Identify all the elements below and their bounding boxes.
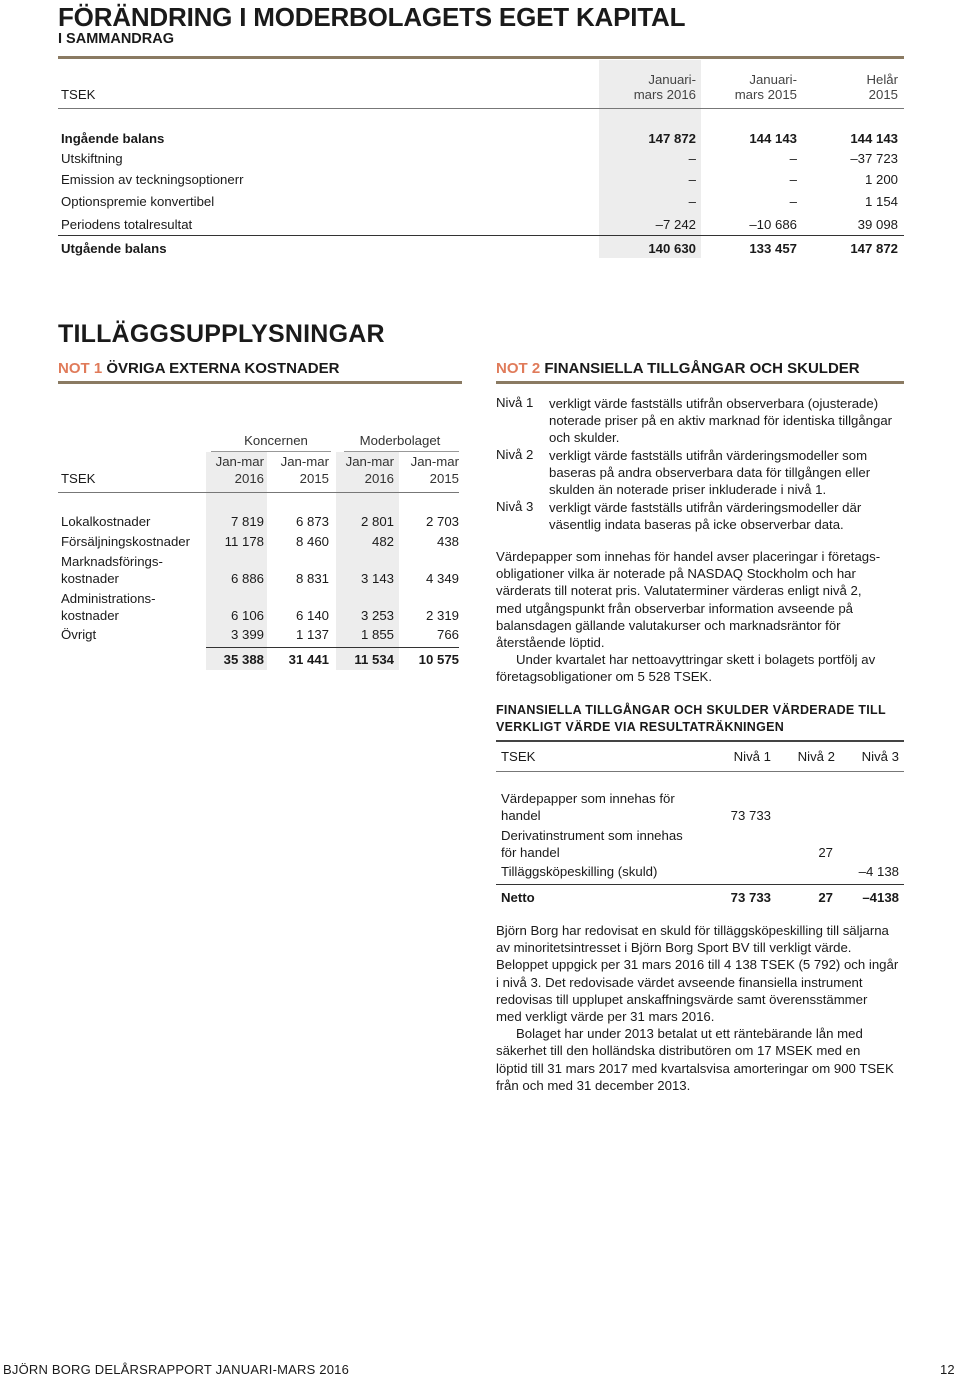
level-description (549, 499, 909, 533)
column-header: Januari- (648, 72, 696, 87)
table-row (61, 212, 904, 232)
cell: – (789, 151, 797, 166)
column-header: Nivå 1 (733, 749, 771, 764)
row-label: kostnader (61, 608, 119, 623)
text-line: verkligt värde fastställs utifrån värderingsmodeller som (549, 448, 868, 463)
text-line: från och med 31 december 2013. (496, 1077, 691, 1093)
text-line: verkligt värde fastställs utifrån värderingsmodeller där (549, 500, 862, 515)
row-label: kostnader (61, 571, 119, 586)
cell: 133 457 (749, 241, 797, 256)
text-line: obligationer vilka är noterade på NASDAQ Stockholm och har (496, 566, 856, 582)
note2-heading (496, 360, 860, 377)
cell: 1 154 (864, 194, 898, 209)
column-header: Helår (866, 72, 898, 87)
column-header: Jan-mar (215, 454, 264, 469)
text-line: i nivå 3. Det redovisade värdet avseende finansiella instrument (496, 974, 863, 990)
row-label: handel (501, 808, 541, 823)
header-rule (496, 771, 904, 772)
row-label: Utskiftning (61, 151, 123, 166)
cell: 482 (371, 534, 394, 549)
text-line: företagsobligationer om 5 528 TSEK. (496, 669, 713, 685)
text-line: Under kvartalet har nettoavyttringar skett i bolagets portfölj av (516, 652, 876, 668)
page-title: FÖRÄNDRING I MODERBOLAGETS EGET KAPITAL (58, 2, 686, 32)
text-line: Björn Borg har redovisat en skuld för tilläggsköpeskilling till säljarna (496, 923, 889, 938)
cell: 6 886 (230, 571, 264, 586)
text-line: med utgångspunkt från observerbar information avseende på (496, 600, 854, 616)
text-line: värderats till noterat pris. Valutaterminer värderas enligt nivå 2, (496, 583, 862, 599)
note-number: NOT 2 (496, 360, 541, 377)
paragraph (496, 922, 916, 1094)
row-label: Försäljningskostnader (61, 534, 191, 549)
cell: 11 178 (224, 534, 264, 549)
unit-label: TSEK (61, 471, 96, 486)
row-label: Periodens totalresultat (61, 217, 193, 232)
total-cell: 27 (818, 890, 833, 905)
level-description (549, 395, 909, 447)
total-cell: –4138 (862, 890, 899, 905)
cell: 6 106 (230, 608, 264, 623)
cell: 1 200 (864, 172, 898, 187)
table-top-rule (58, 56, 904, 59)
cell: 2 703 (425, 514, 459, 529)
cell: 2 319 (425, 608, 459, 623)
table-row (61, 146, 904, 166)
cell: – (688, 194, 696, 209)
level-name: Nivå 2 (496, 447, 534, 462)
text-line: Beloppet uppgick per 31 mars 2016 till 4 138 TSEK (5 792) och ingår (496, 957, 899, 973)
paragraph (496, 548, 911, 686)
cell: 1 855 (360, 627, 394, 642)
cell: 8 831 (295, 571, 329, 586)
cell: 140 630 (648, 241, 696, 256)
table-top-rule (496, 740, 904, 742)
cell: – (789, 194, 797, 209)
group-rule (344, 451, 459, 452)
section-title: TILLÄGGSUPPLYSNINGAR (58, 320, 385, 348)
total-cell: 10 575 (418, 652, 459, 667)
unit-label: TSEK (61, 87, 96, 102)
row-label: Marknadsförings- (61, 554, 163, 569)
cell: 73 733 (730, 808, 771, 823)
cell: 147 872 (648, 131, 696, 146)
cell: 2 801 (360, 514, 394, 529)
text-line: löptid till 31 mars 2017 med kvartalsvisa amorteringar om 900 TSEK (496, 1060, 894, 1076)
note-title: FINANSIELLA TILLGÅNGAR OCH SKULDER (544, 360, 860, 377)
cell: 6 873 (295, 514, 329, 529)
row-label: Emission av teckningsoptionerr (61, 172, 244, 187)
cell: –10 686 (749, 217, 797, 232)
cell: 7 819 (230, 514, 264, 529)
total-row (61, 236, 904, 256)
column-header: Nivå 3 (861, 749, 899, 764)
table-row (61, 189, 904, 209)
footer-text: BJÖRN BORG DELÅRSRAPPORT JANUARI-MARS 2016 (3, 1362, 350, 1377)
column-header: Nivå 2 (797, 749, 835, 764)
cell: 438 (436, 534, 459, 549)
text-line: VERKLIGT VÄRDE VIA RESULTATRÄKNINGEN (496, 720, 785, 734)
cell: – (789, 172, 797, 187)
row-label: Utgående balans (61, 241, 167, 256)
cell: 766 (436, 627, 459, 642)
column-header: 2016 (364, 471, 394, 486)
column-header: 2015 (299, 471, 329, 486)
page-number: 12 (940, 1362, 955, 1377)
total-cell: 73 733 (730, 890, 771, 905)
row-label: Värdepapper som innehas för (501, 791, 675, 806)
group-rule (211, 451, 331, 452)
cell: 6 140 (295, 608, 329, 623)
text-line: återstående löptid. (496, 635, 605, 651)
column-header: Jan-mar (345, 454, 394, 469)
total-cell: 35 388 (223, 652, 264, 667)
row-label: Tilläggsköpeskilling (skuld) (501, 864, 658, 879)
text-line: FINANSIELLA TILLGÅNGAR OCH SKULDER VÄRDERADE TILL (496, 703, 886, 717)
cell: 1 137 (295, 627, 329, 642)
text-line: redovisas till upplupet anskaffningsvärde samt överensstämmer (496, 991, 868, 1007)
header-rule (58, 108, 904, 109)
column-header: 2016 (234, 471, 264, 486)
text-line: Värdepapper som innehas för handel avser placeringar i företags- (496, 549, 881, 564)
text-line: skulden än noterade priser inkluderade i nivå 1. (549, 482, 827, 498)
total-cell: 11 534 (354, 652, 394, 667)
cell: – (688, 172, 696, 187)
level-name: Nivå 3 (496, 499, 534, 514)
cell: 3 143 (360, 571, 394, 586)
row-label: Administrations- (61, 591, 156, 606)
fv-table-title (496, 702, 886, 736)
table-row (61, 167, 904, 187)
cell: –4 138 (858, 864, 899, 879)
text-line: balansdagen gällande valutakurser och marknadsräntor för (496, 617, 841, 633)
text-line: verkligt värde fastställs utifrån observerbara (ojusterade) (549, 396, 879, 411)
level-description (549, 447, 909, 499)
text-line: baseras på andra observerbara data för tillgången eller (549, 465, 871, 481)
row-label: Derivatinstrument som innehas (501, 828, 683, 843)
row-label: Optionspremie konvertibel (61, 194, 215, 209)
column-header: mars 2015 (734, 87, 797, 102)
row-label: Lokalkostnader (61, 514, 151, 529)
note-title: ÖVRIGA EXTERNA KOSTNADER (106, 360, 340, 377)
cell: 8 460 (295, 534, 329, 549)
text-line: väsentlig indata baseras på icke observerbar data. (549, 517, 844, 533)
text-line: av minoritetsintresset i Björn Borg Sport BV till verkligt värde. (496, 940, 852, 956)
equity-table (61, 60, 904, 260)
note1-rule (58, 381, 462, 384)
group-header-koncernen: Koncernen (244, 433, 308, 448)
cell: –37 723 (850, 151, 898, 166)
cell: 147 872 (850, 241, 898, 256)
total-rule (496, 884, 904, 885)
column-header: mars 2016 (633, 87, 696, 102)
header-rule (58, 492, 459, 493)
text-line: Bolaget har under 2013 betalat ut ett räntebärande lån med (516, 1026, 863, 1042)
note1-table (61, 430, 459, 670)
cell: 144 143 (850, 131, 898, 146)
note-number: NOT 1 (58, 360, 103, 377)
total-cell: 31 441 (288, 652, 329, 667)
cell: 39 098 (857, 217, 898, 232)
column-header: Jan-mar (410, 454, 459, 469)
text-line: med verkligt värde per 31 mars 2016. (496, 1009, 715, 1025)
cell: 27 (818, 845, 833, 860)
cell: –7 242 (655, 217, 696, 232)
text-line: säkerhet till den holländska distributören om 17 MSEK med en (496, 1043, 861, 1059)
cell: 3 253 (360, 608, 394, 623)
row-label: för handel (501, 845, 560, 860)
cell: 4 349 (425, 571, 459, 586)
row-label: Ingående balans (61, 131, 165, 146)
fv-table (496, 740, 904, 915)
column-header: Januari- (749, 72, 797, 87)
column-header: 2015 (429, 471, 459, 486)
column-header: Jan-mar (280, 454, 329, 469)
level-name: Nivå 1 (496, 395, 534, 410)
group-header-moderbolaget: Moderbolaget (359, 433, 441, 448)
row-label: Övrigt (61, 627, 97, 642)
cell: 144 143 (749, 131, 797, 146)
text-line: och skulder. (549, 430, 620, 446)
table-row (61, 126, 904, 146)
cell: – (688, 151, 696, 166)
cell: 3 399 (230, 627, 264, 642)
table-header-row (61, 68, 904, 102)
unit-label: TSEK (501, 749, 536, 764)
text-line: noterade priser på en aktiv marknad för identiska tillgångar (549, 413, 893, 429)
page-subtitle: I SAMMANDRAG (58, 31, 174, 47)
total-label: Netto (501, 890, 535, 905)
total-rule (206, 647, 459, 648)
note2-rule (496, 381, 904, 384)
column-header: 2015 (868, 87, 898, 102)
note1-heading (58, 360, 339, 377)
